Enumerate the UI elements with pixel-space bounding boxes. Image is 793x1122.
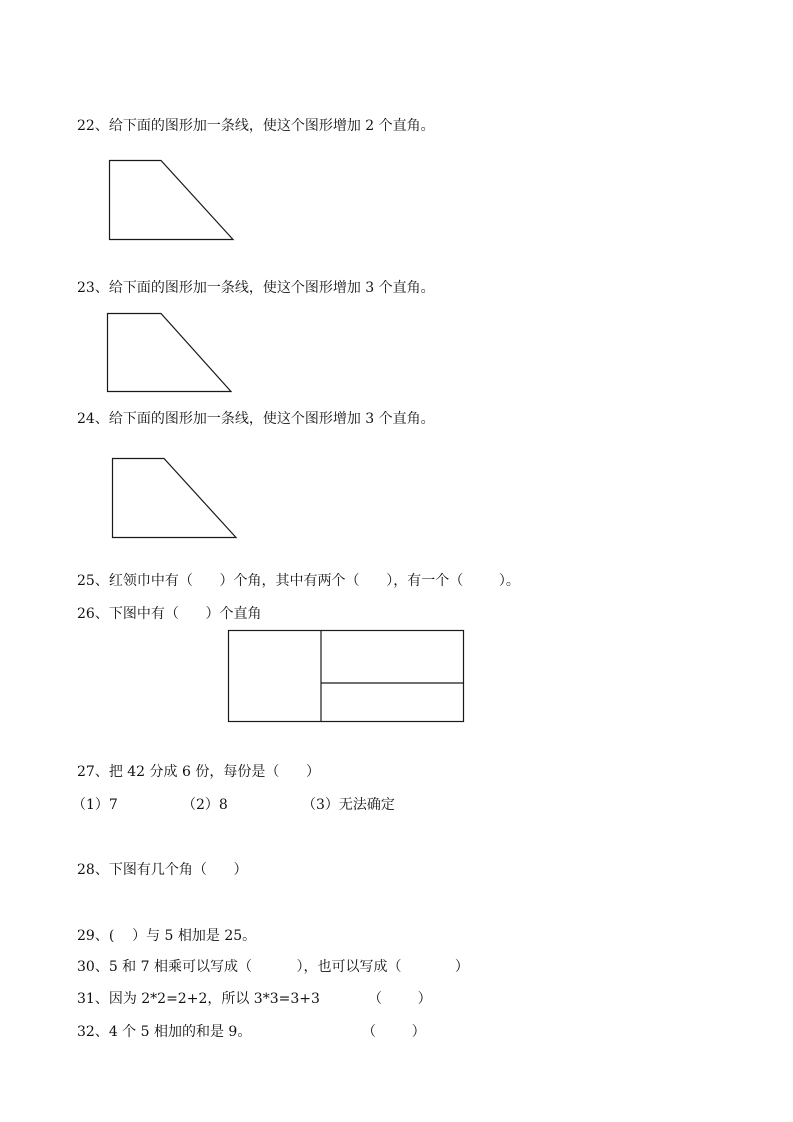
trapezoid-figure-24 bbox=[108, 455, 243, 543]
question-24: 24、给下面的图形加一条线，使这个图形增加 3 个直角。 bbox=[77, 411, 435, 427]
question-27: 27、把 42 分成 6 份，每份是（ ） bbox=[77, 764, 321, 780]
option-1: （1）7 bbox=[72, 797, 118, 813]
trapezoid-figure-23 bbox=[103, 309, 238, 397]
trapezoid-outline bbox=[113, 459, 237, 538]
question-32: 32、4 个 5 相加的和是 9。 bbox=[77, 1024, 252, 1040]
trapezoid-outline bbox=[110, 161, 234, 240]
question-22: 22、给下面的图形加一条线，使这个图形增加 2 个直角。 bbox=[77, 118, 435, 134]
option-2: （2）8 bbox=[182, 797, 228, 813]
question-30: 30、5 和 7 相乘可以写成（ ），也可以写成（ ） bbox=[77, 959, 469, 975]
trapezoid-figure-22 bbox=[105, 156, 240, 244]
question-23: 23、给下面的图形加一条线，使这个图形增加 3 个直角。 bbox=[77, 280, 435, 296]
answer-paren-32: （ ） bbox=[362, 1024, 426, 1040]
question-29: 29、( ）与 5 相加是 25。 bbox=[77, 928, 257, 944]
outer-rectangle bbox=[229, 631, 464, 722]
question-26: 26、下图中有（ ）个直角 bbox=[77, 606, 262, 622]
question-28: 28、下图有几个角（ ） bbox=[77, 862, 248, 878]
rectangle-grid-figure bbox=[226, 628, 468, 726]
question-31: 31、因为 2*2=2+2，所以 3*3=3+3 bbox=[77, 991, 320, 1007]
trapezoid-outline bbox=[108, 314, 232, 392]
option-3: （3）无法确定 bbox=[302, 797, 395, 813]
question-25: 25、红领巾中有（ ）个角，其中有两个（ ），有一个（ ）。 bbox=[77, 573, 520, 589]
answer-paren-31: （ ） bbox=[368, 991, 432, 1007]
